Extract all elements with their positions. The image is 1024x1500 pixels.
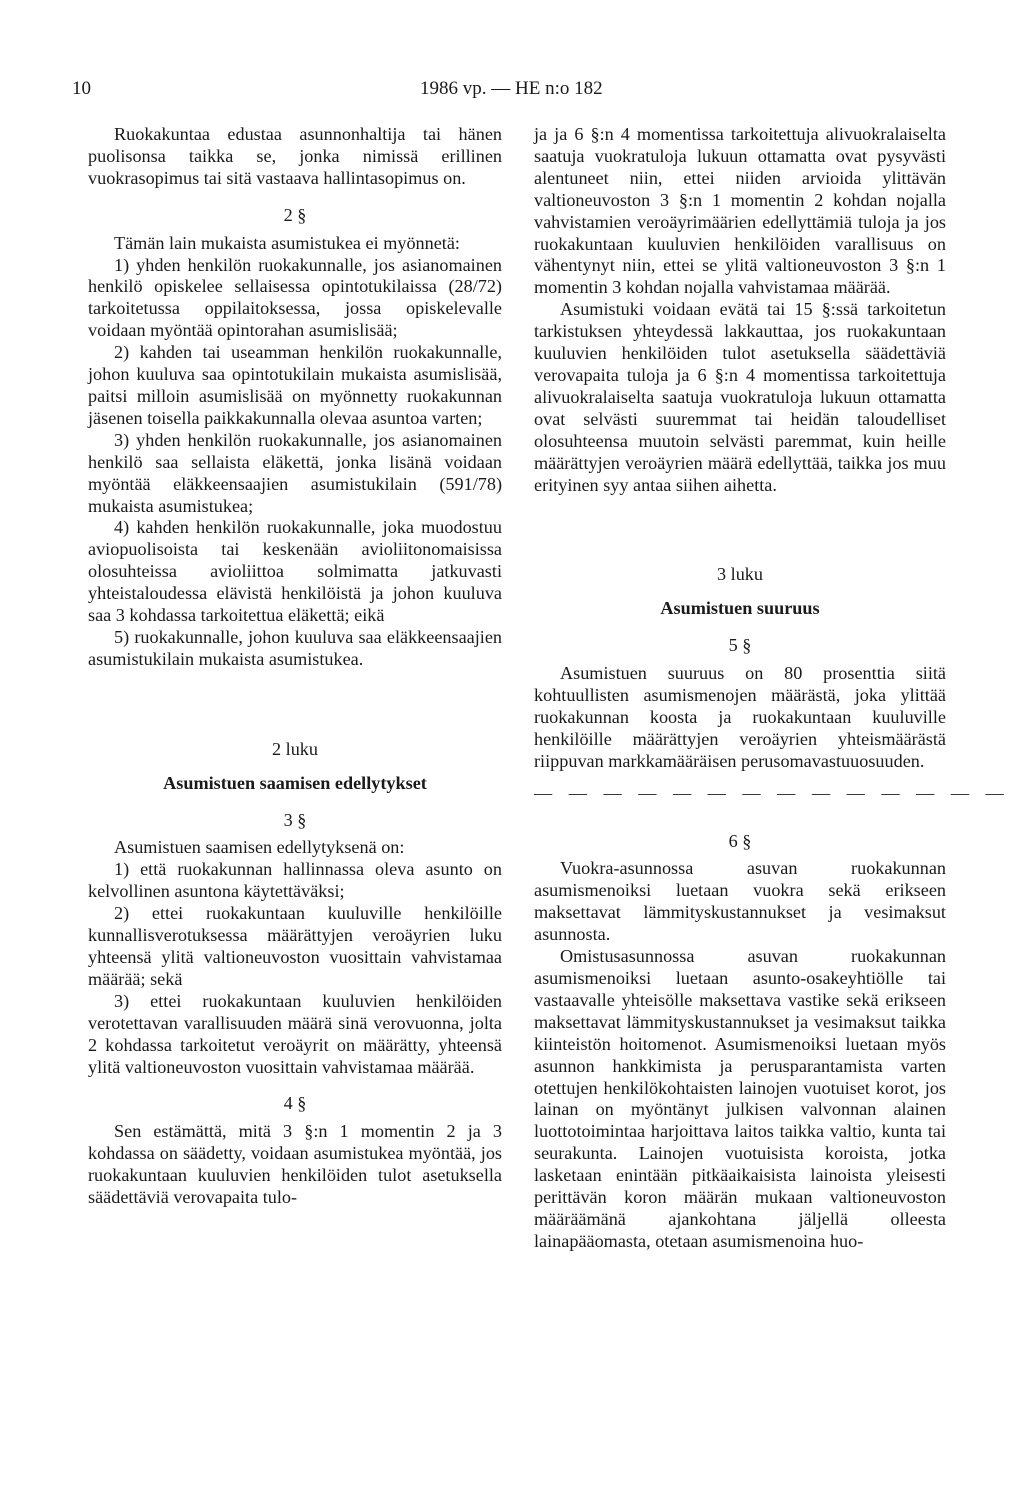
section-5-heading: 5 §	[728, 635, 752, 656]
left-column	[88, 124, 502, 1209]
section-4-text: Sen estämättä, mitä 3 §:n 1 momentin 2 ja 3 kohdassa on säädetty, voidaan asumistukea myöntää, jos ruokakuntaan kuuluvien henkilöiden tulot asetuksella säädettäviä verovapaita tulo-	[88, 1121, 502, 1208]
right-column	[534, 124, 1010, 1253]
section-3-item: 2) ettei ruokakuntaan kuuluville henkilöille kunnallisverotuksessa määrättyjen veroäyrien luku yhteensä ylitä valtioneuvoston vuosittain vahvistamaa määrää; sekä	[88, 903, 502, 989]
omission-separator: — — — — — — — — — — — — — —	[534, 782, 1010, 803]
chapter-2-title: Asumistuen saamisen edellytykset	[163, 772, 427, 793]
section-5-text: Asumistuen suuruus on 80 prosenttia siitä kohtuullisten asumismenojen määrästä, joka ylittää ruokakunnan koosta ja ruokakuntaan kuuluville henkilöille määrättyjen veroäyrien yhteismäärästä riippuvan markkamääräisen perusomavastuuosuuden.	[534, 663, 946, 771]
section-2-heading: 2 §	[283, 204, 307, 225]
section-3-item: 3) ettei ruokakuntaan kuuluvien henkilöiden verotettavan varallisuuden määrä sinä verovuonna, jolta 2 kohdassa tarkoitetut veroäyrit on määrätty, yhteensä ylitä valtioneuvoston vuosittain vahvistamaa määrää.	[88, 990, 502, 1077]
section-6-paragraph-2: Omistusasunnossa asuvan ruokakunnan asumismenoiksi luetaan asunto-osakeyhtiölle tai vastaavalle yhteisölle maksettava vastike sekä erikseen maksettavat lämmityskustannukset ja vesimaksut taikka kiinteistön hoitomenot. Asumismenoiksi luetaan myös asunnon hankkimista ja perusparantamista varten otettujen henkilökohtaisten lainojen vuotuiset korot, jos lainan on myöntänyt julkisen valvonnan alainen luottotoimintaa harjoittava laitos taikka valtio, kunta tai seurakunta. Lainojen vuotuisista koroista, jotka lasketaan enintään pitkäaikaisista lainoista yleisesti perittävän koron määrän mukaan valtioneuvoston määräämänä ajankohtana jäljellä olleesta lainapääomasta, otetaan asumismenoina huo-	[534, 946, 946, 1251]
section-6-paragraph-1: Vuokra-asunnossa asuvan ruokakunnan asumismenoiksi luetaan vuokra sekä erikseen maksettavat lämmityskustannukset ja vesimaksut asunnosta.	[534, 858, 946, 945]
section-6-heading: 6 §	[728, 830, 752, 851]
page-header	[0, 78, 1024, 102]
page-number: 10	[72, 78, 91, 99]
section-2-item: 2) kahden tai useamman henkilön ruokakunnalle, johon kuuluva saa opintotukilain mukaista asumislisää, paitsi milloin asumislisää on myönnetty ruokakunnan jäsenen toisella paikkakunnalla olevaa asuntoa varten;	[88, 342, 502, 428]
chapter-2-number: 2 luku	[272, 738, 318, 759]
section-4-paragraph-2: Asumistuki voidaan evätä tai 15 §:ssä tarkoitetun tarkistuksen yhteydessä lakkauttaa, jos ruokakuntaan kuuluvien henkilöiden tulot asetuksella säädettäviä verovapaita tuloja ja 6 §:n 4 momentissa tarkoitettuja alivuokralaiselta saatuja vuokratuloja lukuun ottamatta ovat selvästi suuremmat tai heidän taloudelliset olosuhteensa muutoin selvästi paremmat, kuin heille määrättyjen veroäyrien määrä edellyttää, taikka jos muu erityinen syy antaa siihen aihetta.	[534, 299, 946, 495]
section-2-lead: Tämän lain mukaista asumistukea ei myönnetä:	[114, 232, 460, 253]
section-4-continued: ja ja 6 §:n 4 momentissa tarkoitettuja alivuokralaiselta saatuja vuokratuloja lukuun ottamatta ovat pysyvästi alentuneet niin, ettei niiden arvioida ylittävän valtioneuvoston 3 §:n 1 momentin 2 kohdan nojalla vahvistamien veroäyrimäärien edellyttämiä tuloja ja jos ruokakuntaan kuuluvien henkilöiden varallisuus on vähentynyt niin, ettei se ylitä valtioneuvoston 3 §:n 1 momentin 3 kohdan nojalla vahvistamaa määrää.	[534, 124, 946, 298]
intro-paragraph: Ruokakuntaa edustaa asunnonhaltija tai hänen puolisonsa taikka se, jonka nimissä erillinen vuokrasopimus tai sitä vastaava hallintasopimus on.	[88, 124, 502, 188]
section-2-item: 3) yhden henkilön ruokakunnalle, jos asianomainen henkilö saa sellaista eläkettä, jonka lisänä voidaan myöntää eläkkeensaajien asumistukilain (591/78) mukaista asumistukea;	[88, 429, 502, 516]
section-2-item: 5) ruokakunnalle, johon kuuluva saa eläkkeensaajien asumistukilain mukaista asumistukea.	[88, 626, 502, 669]
chapter-3-number: 3 luku	[717, 564, 763, 585]
section-3-heading: 3 §	[283, 809, 307, 830]
section-3-lead: Asumistuen saamisen edellytyksenä on:	[114, 837, 405, 858]
running-head: 1986 vp. — HE n:o 182	[420, 78, 603, 99]
section-2-item: 1) yhden henkilön ruokakunnalle, jos asianomainen henkilö opiskelee sellaisessa opintotukilaissa (28/72) tarkoitetussa oppilaitoksessa, jossa opiskelevalle voidaan myöntää opintorahan asumislisää;	[88, 254, 502, 341]
section-3-item: 1) että ruokakunnan hallinnassa oleva asunto on kelvollinen asuntona käytettäväksi;	[88, 859, 502, 902]
section-4-heading: 4 §	[283, 1093, 307, 1114]
section-2-item: 4) kahden henkilön ruokakunnalle, joka muodostuu aviopuolisoista tai keskenään avioliitonomaisissa olosuhteissa avioliittoa solmimatta jatkuvasti yhteistaloudessa elävistä henkilöistä ja johon kuuluva saa 3 kohdassa tarkoitettua eläkettä; eikä	[88, 517, 502, 626]
chapter-3-title: Asumistuen suuruus	[660, 598, 820, 619]
